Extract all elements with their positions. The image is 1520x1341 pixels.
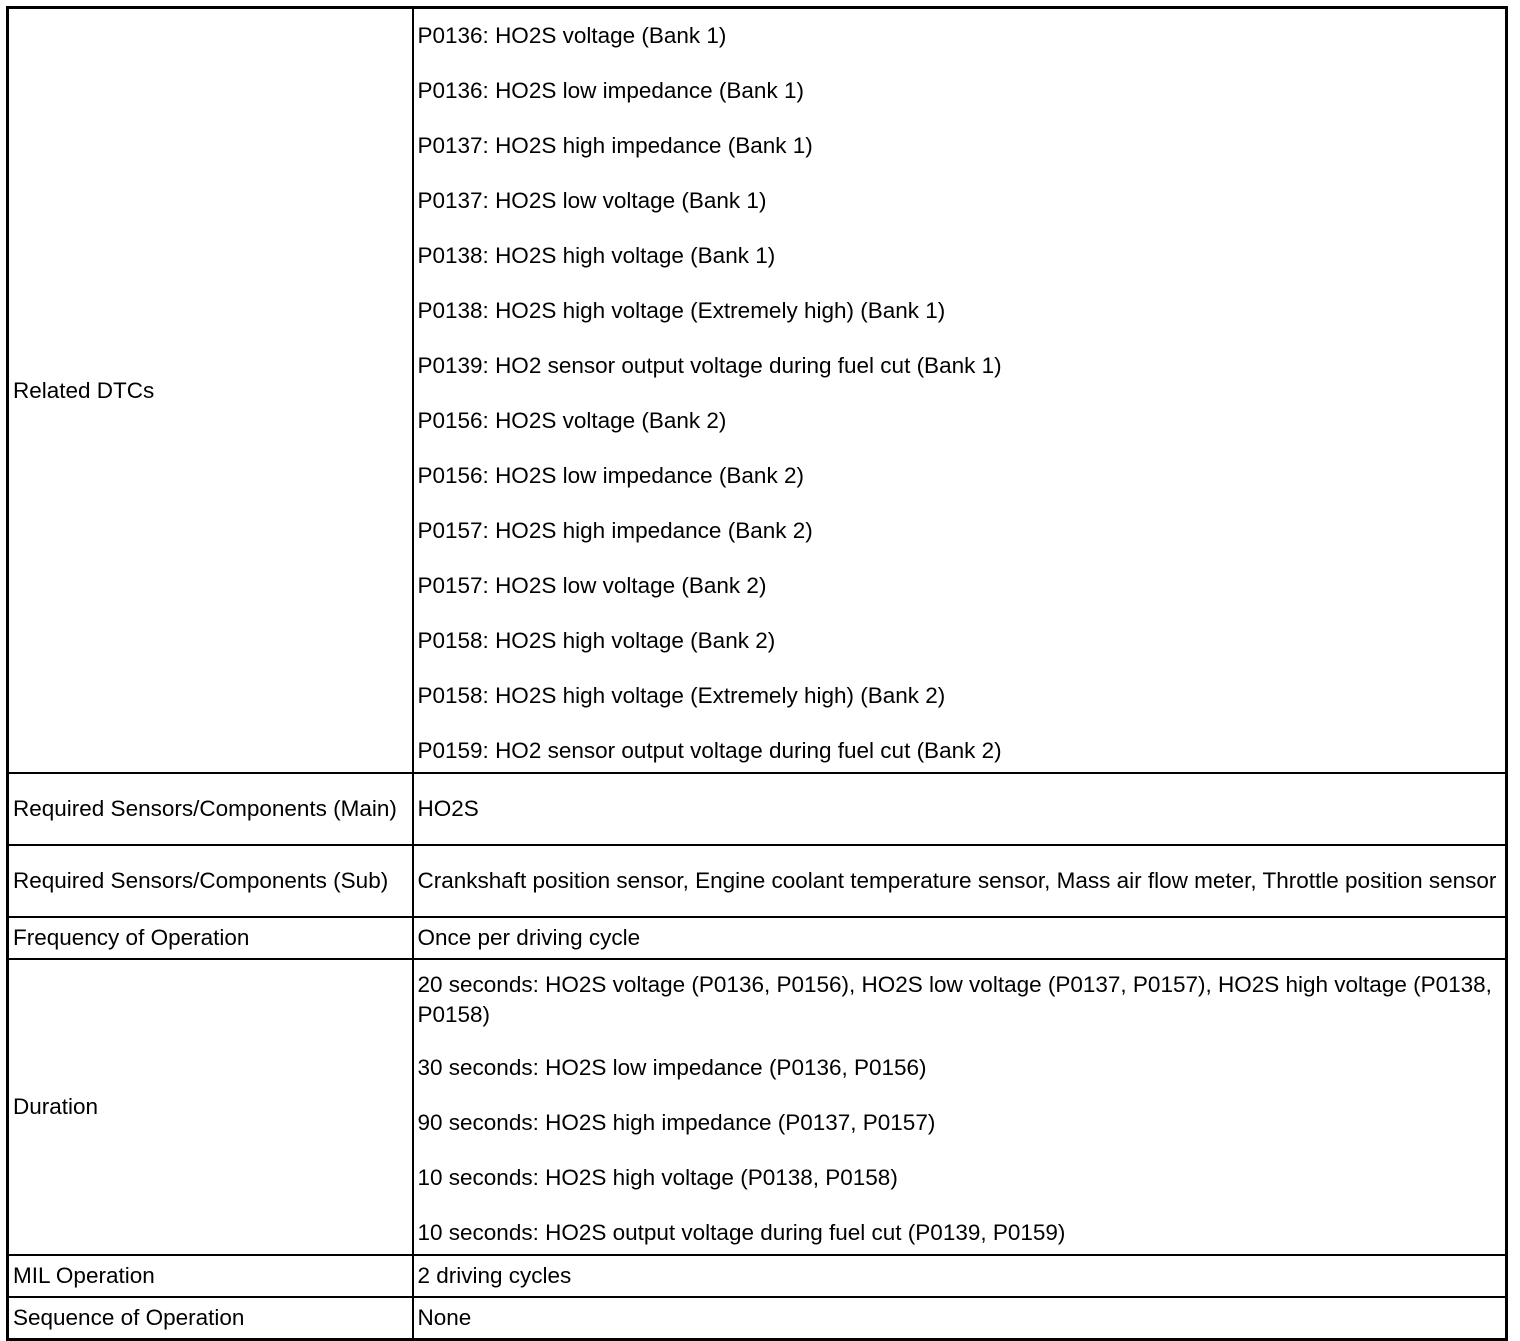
row-value-cell [413,8,1507,774]
row-label: Duration [8,959,413,1255]
row-label: Related DTCs [8,8,413,774]
dtc-item: P0157: HO2S high impedance (Bank 2) [417,518,813,543]
table-row-mil-operation [8,1255,1507,1297]
row-value-cell [413,959,1507,1255]
monitor-spec-table [6,6,1508,1341]
dtc-item: P0138: HO2S high voltage (Extremely high) (Bank 1) [417,298,946,323]
dtc-item: P0137: HO2S high impedance (Bank 1) [417,133,813,158]
duration-item: 10 seconds: HO2S output voltage during fuel cut (P0139, P0159) [417,1220,1066,1245]
duration-item: 20 seconds: HO2S voltage (P0136, P0156), HO2S low voltage (P0137, P0157), HO2S high voltage (P0138, P0158) [417,972,1492,1027]
dtc-item: P0138: HO2S high voltage (Bank 1) [417,243,776,268]
row-value: Crankshaft position sensor, Engine coolant temperature sensor, Mass air flow meter, Throttle position sensor [413,845,1507,917]
row-label: Required Sensors/Components (Sub) [8,845,413,917]
table-row-sensors-main [8,773,1507,845]
duration-item: 30 seconds: HO2S low impedance (P0136, P0156) [417,1055,927,1080]
table-row-frequency [8,917,1507,959]
row-label: Required Sensors/Components (Main) [8,773,413,845]
table-row-sensors-sub [8,845,1507,917]
dtc-item: P0136: HO2S low impedance (Bank 1) [417,78,804,103]
row-label: MIL Operation [8,1255,413,1297]
duration-item: 10 seconds: HO2S high voltage (P0138, P0158) [417,1165,898,1190]
row-value: 2 driving cycles [413,1255,1507,1297]
row-value: Once per driving cycle [413,917,1507,959]
dtc-item: P0137: HO2S low voltage (Bank 1) [417,188,767,213]
table-row-duration [8,959,1507,1255]
dtc-item: P0156: HO2S low impedance (Bank 2) [417,463,804,488]
duration-item: 90 seconds: HO2S high impedance (P0137, P0157) [417,1110,936,1135]
dtc-item: P0136: HO2S voltage (Bank 1) [417,23,727,48]
dtc-item: P0158: HO2S high voltage (Bank 2) [417,628,776,653]
row-value: HO2S [413,773,1507,845]
table-row-related-dtcs [8,8,1507,774]
dtc-item: P0159: HO2 sensor output voltage during fuel cut (Bank 2) [417,738,1002,763]
dtc-item: P0158: HO2S high voltage (Extremely high) (Bank 2) [417,683,946,708]
table-row-sequence [8,1297,1507,1339]
dtc-item: P0156: HO2S voltage (Bank 2) [417,408,727,433]
row-label: Sequence of Operation [8,1297,413,1339]
dtc-item: P0139: HO2 sensor output voltage during fuel cut (Bank 1) [417,353,1002,378]
row-value: None [413,1297,1507,1339]
row-label: Frequency of Operation [8,917,413,959]
dtc-item: P0157: HO2S low voltage (Bank 2) [417,573,767,598]
